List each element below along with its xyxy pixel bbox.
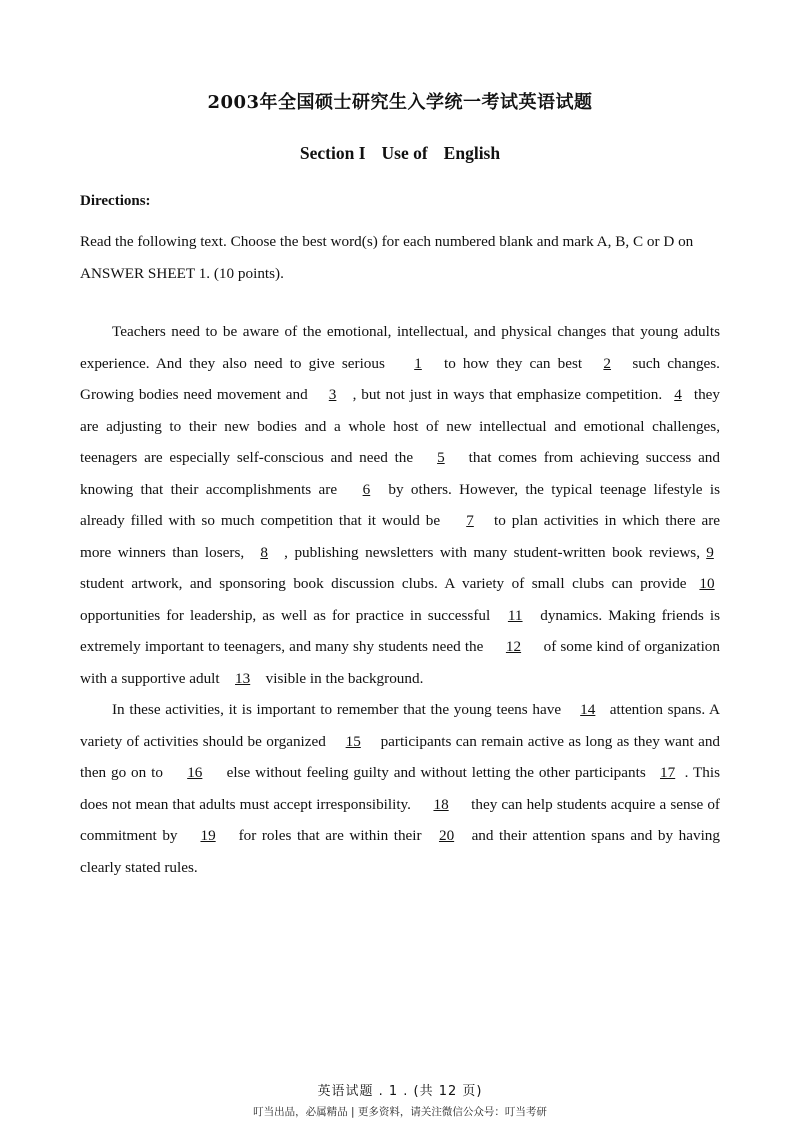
blank-20: 20 bbox=[438, 827, 455, 844]
blank-8: 8 bbox=[260, 543, 268, 561]
blank-1: 1 bbox=[414, 354, 422, 372]
passage-text: opportunities for leadership, as well as for practice in successful bbox=[80, 606, 491, 624]
passage-text: In these activities, it is important to remember that the young teens have bbox=[112, 701, 566, 718]
blank-6: 6 bbox=[362, 480, 371, 498]
cloze-passage bbox=[80, 316, 720, 883]
section-name: Use of bbox=[381, 143, 428, 163]
footer-note: 叮当出品，必属精品 | 更多资料，请关注微信公众号：叮当考研 bbox=[253, 1106, 547, 1118]
blank-17: 17 bbox=[660, 764, 676, 781]
passage-text: dynamics. Making friends is extremely important to teenagers, and many shy students need the bbox=[80, 606, 721, 655]
directions-label: Directions: bbox=[80, 193, 151, 209]
section-subject: English bbox=[443, 143, 501, 163]
blank-3: 3 bbox=[328, 386, 337, 403]
blank-5: 5 bbox=[437, 449, 445, 466]
passage-text: they are adjusting to their new bodies and a whole host of new intellectual and emotional challenges, teenagers are especially self-conscious and need the bbox=[80, 386, 721, 466]
blank-19: 19 bbox=[200, 827, 216, 844]
passage-text: that comes from achieving success and knowing that their accomplishments are bbox=[80, 449, 720, 498]
section-number: Section I bbox=[299, 143, 366, 163]
blank-11: 11 bbox=[507, 606, 523, 624]
blank-12: 12 bbox=[505, 638, 522, 655]
blank-2: 2 bbox=[603, 354, 612, 372]
passage-text: Teachers need to be aware of the emotional, intellectual, and physical changes that young adults experience. And they also need to give serious bbox=[80, 323, 720, 372]
passage-paragraph-1 bbox=[80, 316, 720, 694]
blank-9: 9 bbox=[706, 543, 714, 561]
blank-15: 15 bbox=[345, 732, 361, 750]
blank-4: 4 bbox=[674, 386, 682, 403]
passage-text: such changes. Growing bodies need movement and bbox=[80, 354, 720, 403]
page-footer: 英语试题 . 1 . (共 12 页) bbox=[317, 1084, 483, 1099]
passage-text: attention spans. A variety of activities should be organized bbox=[80, 701, 720, 750]
passage-text: , publishing newsletters with many student-written book reviews, bbox=[284, 543, 701, 561]
passage-text: to plan activities in which there are more winners than losers, bbox=[80, 512, 720, 561]
passage-text: participants can remain active as long as they want and then go on to bbox=[80, 732, 721, 781]
directions-text: Read the following text. Choose the best word(s) for each numbered blank and mark A, B, C or D on ANSWER SHEET 1. (10 points). bbox=[80, 233, 694, 282]
passage-text: else without feeling guilty and without letting the other participants bbox=[221, 764, 651, 781]
section-title bbox=[0, 143, 800, 164]
passage-text: student artwork, and sponsoring book discussion clubs. A variety of small clubs can provide bbox=[80, 575, 694, 592]
blank-13: 13 bbox=[235, 669, 251, 687]
passage-text: for roles that are within their bbox=[233, 827, 422, 844]
passage-text: to how they can best bbox=[444, 354, 590, 372]
passage-text: of some kind of organization with a supportive adult bbox=[80, 638, 720, 687]
passage-text: . This does not mean that adults must accept irresponsibility. bbox=[80, 764, 720, 813]
blank-10: 10 bbox=[699, 575, 715, 592]
passage-paragraph-2 bbox=[80, 694, 720, 883]
blank-14: 14 bbox=[580, 701, 596, 718]
passage-text: , but not just in ways that emphasize competition. bbox=[352, 386, 668, 403]
passage-text: they can help students acquire a sense of commitment by bbox=[80, 795, 720, 844]
blank-16: 16 bbox=[187, 764, 203, 781]
blank-18: 18 bbox=[433, 795, 449, 813]
passage-text: and their attention spans and by having clearly stated rules. bbox=[80, 827, 720, 876]
exam-title: 2003年全国硕士研究生入学统一考试英语试题 bbox=[207, 92, 593, 113]
passage-text: by others. However, the typical teenage lifestyle is already filled with so much competition that it would be bbox=[80, 480, 720, 529]
blank-7: 7 bbox=[466, 512, 474, 529]
passage-text: visible in the background. bbox=[265, 669, 424, 687]
